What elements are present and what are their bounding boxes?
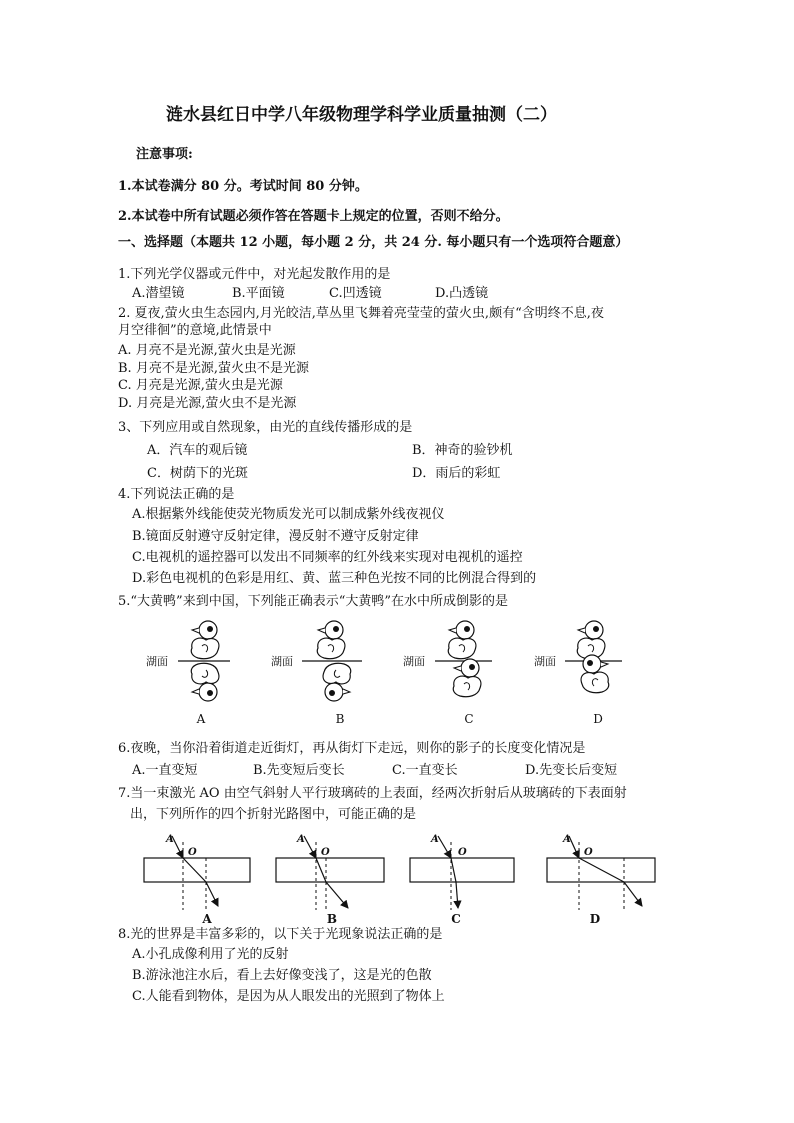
q3-option-d: D．雨后的彩虹 (412, 466, 501, 481)
point-a-label-b: A (297, 834, 305, 845)
q5-stem: 5.“大黄鸭”来到中国，下列能正确表示“大黄鸭”在水中所成倒影的是 (118, 594, 508, 609)
q3-stem: 3、下列应用或自然现象，由光的直线传播形成的是 (118, 420, 413, 435)
q3-option-c: C．树荫下的光斑 (147, 466, 248, 481)
q4-option-a: A.根据紫外线能使荧光物质发光可以制成紫外线夜视仪 (132, 507, 445, 522)
point-a-label-d: A (563, 834, 571, 845)
ray-label-c: C (451, 912, 461, 926)
q1-option-c: C.凹透镜 (329, 286, 382, 301)
notice-heading: 注意事项: (136, 147, 193, 162)
q4-option-c: C.电视机的遥控器可以发出不同频率的红外线来实现对电视机的遥控 (132, 550, 523, 565)
duck-label-a: A (196, 712, 206, 726)
q6-option-b: B.先变短后变长 (253, 763, 345, 778)
page-title: 涟水县红日中学八年级物理学科学业质量抽测（二） (166, 105, 557, 125)
q1-option-b: B.平面镜 (232, 286, 285, 301)
q8-stem: 8.光的世界是丰富多彩的，以下关于光现象说法正确的是 (118, 927, 443, 942)
q4-option-d: D.彩色电视机的色彩是用红、黄、蓝三种色光按不同的比例混合得到的 (132, 571, 537, 586)
q1-stem: 1.下列光学仪器或元件中，对光起发散作用的是 (118, 267, 391, 282)
duck-reflection-figure (130, 612, 650, 730)
q7-stem-line2: 出，下列所作的四个折射光路图中，可能正确的是 (130, 807, 417, 822)
point-a-label-a: A (166, 834, 174, 845)
q2-option-c: C. 月亮是光源,萤火虫是光源 (118, 378, 283, 393)
notice-1: 1.本试卷满分 80 分。考试时间 80 分钟。 (118, 179, 368, 194)
q8-option-c: C.人能看到物体，是因为从人眼发出的光照到了物体上 (132, 989, 445, 1004)
q4-stem: 4.下列说法正确的是 (118, 487, 235, 502)
q8-option-b: B.游泳池注水后，看上去好像变浅了，这是光的色散 (132, 968, 432, 983)
q3-option-a: A．汽车的观后镜 (147, 443, 248, 458)
duck-label-c: C (464, 712, 474, 726)
q1-option-d: D.凸透镜 (435, 286, 489, 301)
q3-option-b: B．神奇的验钞机 (412, 443, 513, 458)
notice-2: 2.本试卷中所有试题必须作答在答题卡上规定的位置，否则不给分。 (118, 209, 509, 224)
q7-stem-line1: 7.当一束激光 AO 由空气斜射人平行玻璃砖的上表面，经两次折射后从玻璃砖的下表面射 (118, 786, 627, 801)
q2-stem-line2: 月空徘徊”的意境,此情景中 (118, 323, 272, 338)
point-a-label-c: A (431, 834, 439, 845)
duck-label-b: B (335, 712, 345, 726)
point-o-label-d: O (584, 847, 593, 858)
duck-label-d: D (593, 712, 603, 726)
q8-option-a: A.小孔成像利用了光的反射 (132, 947, 289, 962)
ray-label-b: B (326, 912, 338, 926)
q2-option-d: D. 月亮是光源,萤火虫不是光源 (118, 396, 297, 411)
section-heading: 一、选择题（本题共 12 小题，每小题 2 分，共 24 分. 每小题只有一个选项符合题意） (118, 235, 629, 250)
q1-option-a: A.潜望镜 (132, 286, 185, 301)
q6-option-d: D.先变长后变短 (525, 763, 618, 778)
q2-stem-line1: 2. 夏夜,萤火虫生态园内,月光皎洁,草丛里飞舞着亮莹莹的萤火虫,颇有“含明终不息,夜 (118, 306, 604, 321)
q6-stem: 6.夜晚，当你沿着街道走近街灯，再从街灯下走远，则你的影子的长度变化情况是 (118, 741, 586, 756)
point-o-label-b: O (321, 847, 330, 858)
lake-label-c: 湖面 (403, 655, 425, 668)
q2-option-b: B. 月亮不是光源,萤火虫不是光源 (118, 361, 309, 376)
lake-label-b: 湖面 (271, 655, 293, 668)
refraction-figure (136, 828, 666, 926)
lake-label-a: 湖面 (146, 655, 168, 668)
ray-label-d: D (589, 912, 601, 926)
ray-label-a: A (202, 912, 212, 926)
q2-option-a: A. 月亮不是光源,萤火虫是光源 (118, 343, 296, 358)
q4-option-b: B.镜面反射遵守反射定律，漫反射不遵守反射定律 (132, 529, 419, 544)
point-o-label-a: O (188, 847, 197, 858)
point-o-label-c: O (458, 847, 467, 858)
q6-option-c: C.一直变长 (392, 763, 458, 778)
lake-label-d: 湖面 (534, 655, 556, 668)
q6-option-a: A.一直变短 (132, 763, 198, 778)
